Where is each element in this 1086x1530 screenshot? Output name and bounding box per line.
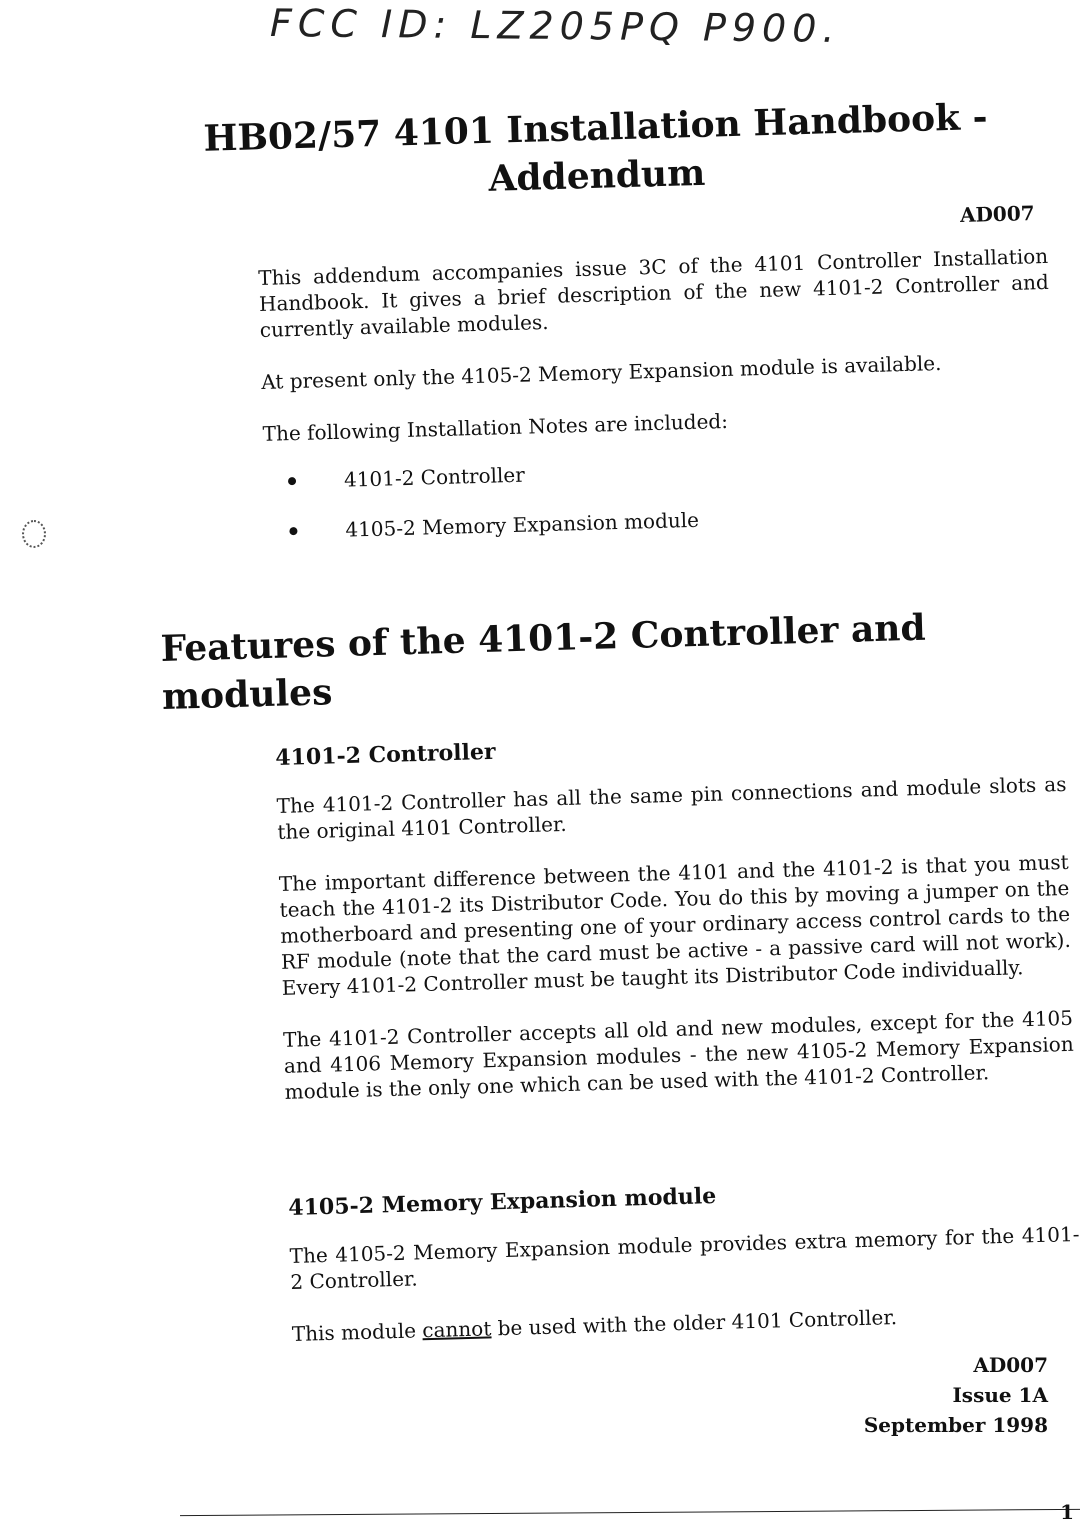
list-item-label: 4105-2 Memory Expansion module [345,507,700,542]
footer-rule [180,1509,1080,1516]
emphasis-cannot: cannot [422,1316,492,1343]
document-title [195,93,997,211]
title-line-2: Addendum [487,151,706,200]
footer-date: September 1998 [863,1413,1048,1437]
memory-paragraph-2-end: be used with the older 4101 Controller. [490,1305,898,1341]
punch-hole-mark [22,520,46,548]
handwritten-fcc-id: FCC ID: LZ205PQ P900. [269,0,841,51]
section-heading: Features of the 4101-2 Controller and modules [160,606,927,718]
title-line-1: HB02/57 4101 Installation Handbook - [202,95,989,160]
memory-paragraph-1: The 4105-2 Memory Expansion module provides extra memory for the 4101-2 Controller. [289,1221,1080,1294]
footer-block [864,1350,1048,1440]
footer-issue: Issue 1A [952,1383,1048,1407]
memory-paragraph-2 [292,1299,1082,1347]
bullet-icon [289,527,297,535]
controller-section [275,723,1075,1131]
bullet-icon [288,477,296,485]
memory-section [288,1173,1083,1373]
controller-heading: 4101-2 Controller [275,738,496,771]
controller-paragraph-3: The 4101-2 Controller accepts all old and new modules, except for the 4105 and 4106 Memory Expansion modules - the new 4105-2 Memory Expansion module is the only one which can be used with the 4101-2 Controller. [282,1005,1074,1104]
list-item-label: 4101-2 Controller [343,462,526,492]
controller-paragraph-2: The important difference between the 4101 and the 4101-2 is that you must teach the 4101-2 its Distributor Code. You do this by moving a jumper on the motherboard and presenting one of your ordinary access control cards to the RF module (note that the card must be active - a passive card will not work). Every 4101-2 Controller must be taught its Distributor Code individually. [278,849,1072,1000]
memory-heading: 4105-2 Memory Expansion module [288,1183,717,1221]
controller-paragraph-1: The 4101-2 Controller has all the same pin connections and module slots as the original 4101 Controller. [276,771,1067,844]
footer-code: AD007 [973,1353,1048,1377]
intro-paragraph-3: The following Installation Notes are included: [262,408,729,446]
page-number: 1 [1060,1500,1074,1524]
document-code: AD007 [959,200,1035,228]
installation-notes-list [263,435,1055,557]
intro-section [258,243,1056,557]
intro-paragraph-1: This addendum accompanies issue 3C of the 4101 Controller Installation Handbook. It gives a brief description of the new 4101-2 Controller and currently available modules. [258,243,1050,342]
memory-paragraph-2-start: This module [291,1318,423,1346]
intro-paragraph-2: At present only the 4105-2 Memory Expansion module is available. [260,350,942,394]
